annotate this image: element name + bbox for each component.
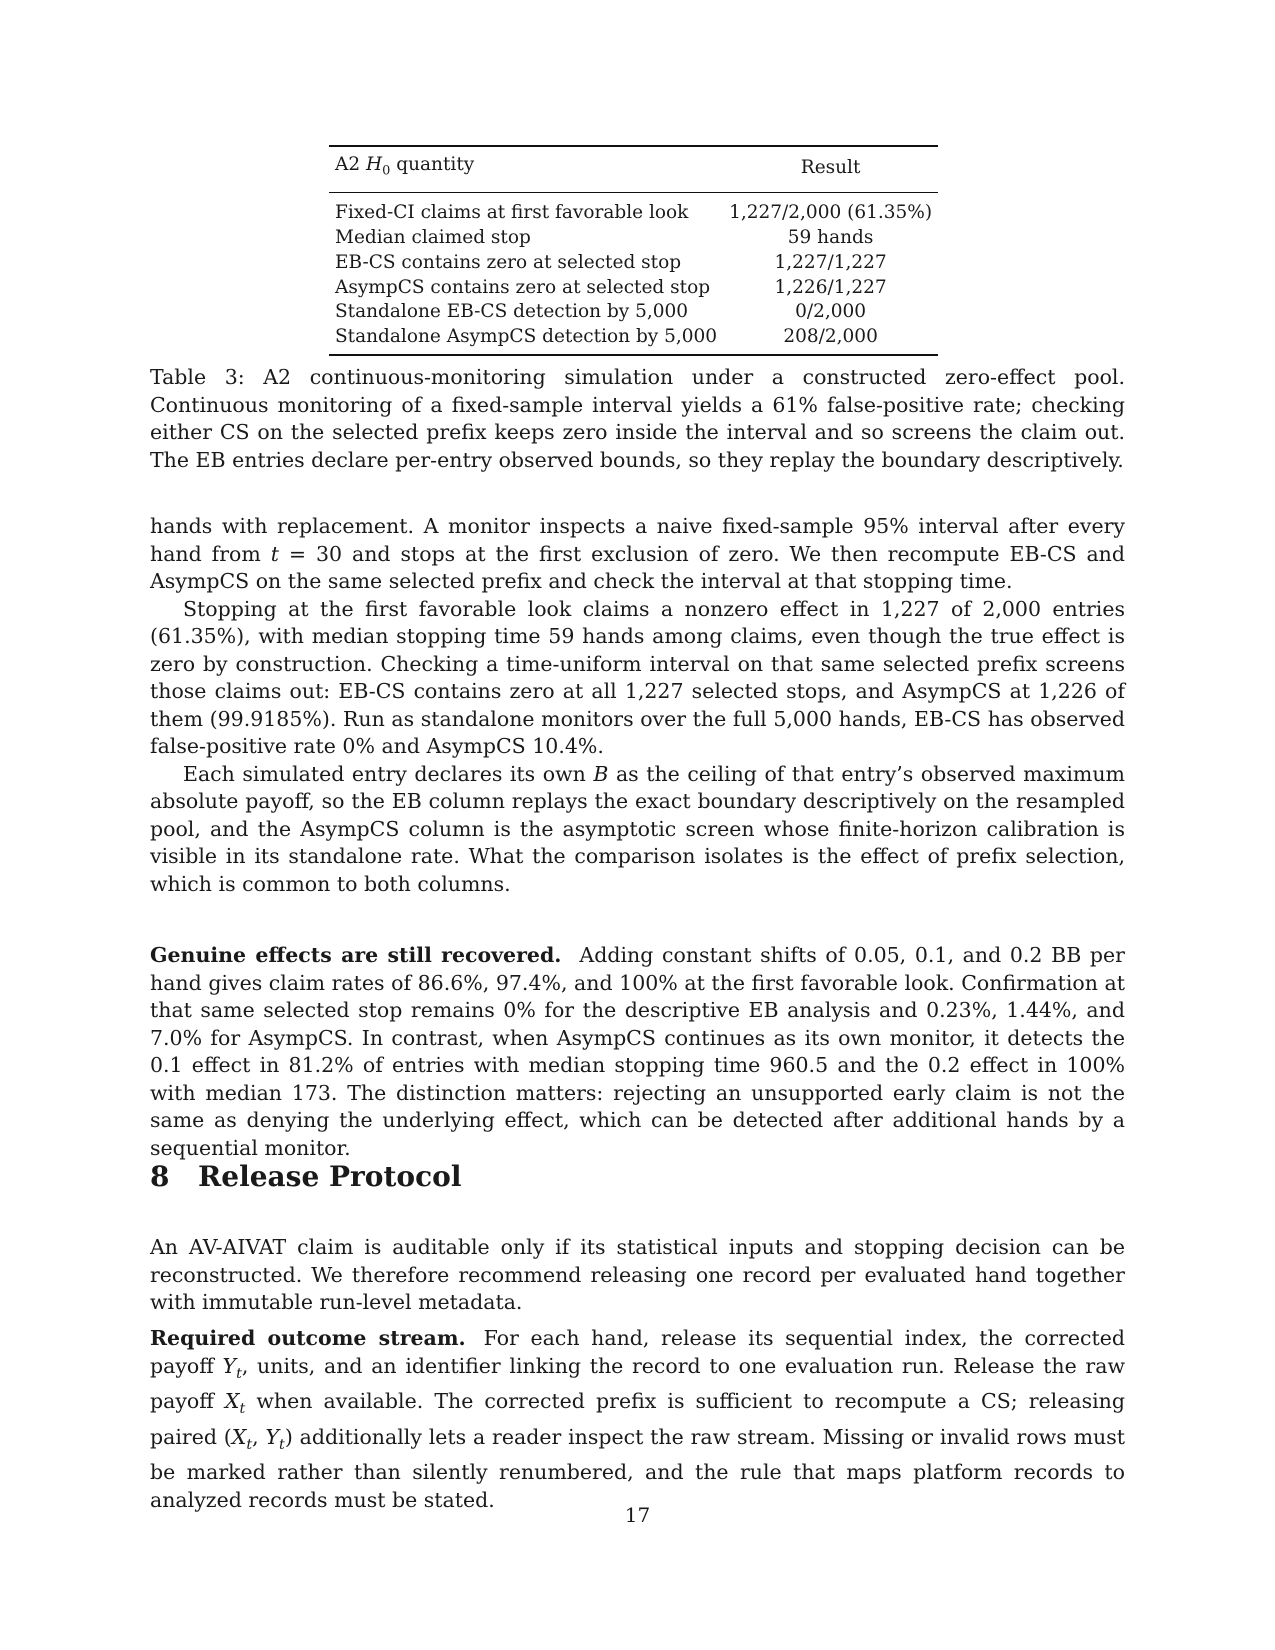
- table-row: [329, 251, 938, 276]
- table-cell-value: 208/2,000: [783, 325, 878, 347]
- paper-page: [150, 0, 1125, 1650]
- table-cell-value: 59 hands: [787, 227, 874, 249]
- paragraph-eb-column: Each simulated entry declares its own B as the ceiling of that entry’s observed maximum absolute payoff, so the EB column replays the exact boundary descriptively on the resampled pool, and the AsympCS column is the asymptotic screen whose finite-horizon calibration is visible in its standalone rate. What the comparison isolates is the effect of prefix selection, which is common to both columns.: [150, 761, 1125, 896]
- paragraph-genuine-effects: Genuine effects are still recovered. Adding constant shifts of 0.05, 0.1, and 0.2 BB per hand gives claim rates of 86.6%, 97.4%, and 100% at the first favorable look. Confirmation at that same selected stop remains 0% for the descriptive EB analysis and 0.23%, 1.44%, and 7.0% for AsympCS. In contrast, when AsympCS continues as its own monitor, it detects the 0.1 effect in 81.2% of entries with median stopping time 960.5 and the 0.2 effect in 100% with median 173. The distinction matters: rejecting an unsupported early claim is not the same as denying the underlying effect, which can be detected after additional hands by a sequential monitor.: [150, 943, 1125, 1160]
- table-cell-label: AsympCS contains zero at selected stop: [335, 276, 711, 298]
- table-cell-label: EB-CS contains zero at selected stop: [335, 251, 682, 273]
- table-row: [329, 193, 938, 226]
- table-cell-value: 1,227/2,000 (61.35%): [729, 202, 933, 224]
- table-cell-value: 0/2,000: [795, 301, 867, 323]
- paragraph-claims: Stopping at the first favorable look claims a nonzero effect in 1,227 of 2,000 entries (61.35%), with median stopping time 59 hands among claims, even though the true effect is zero by construction. Checking a time-uniform interval on that same selected prefix screens those claims out: EB-CS contains zero at all 1,227 selected stops, and AsympCS at 1,226 of them (99.9185%). Run as standalone monitors over the full 5,000 hands, EB-CS has observed false-positive rate 0% and AsympCS 10.4%.: [150, 596, 1125, 758]
- table-cell-label: Median claimed stop: [335, 227, 531, 249]
- table-cell-value: 1,226/1,227: [774, 276, 887, 298]
- run-in-heading: Required outcome stream.: [150, 1326, 466, 1350]
- table-cell-value: 1,227/1,227: [774, 251, 887, 273]
- paragraph-release-intro: An AV-AIVAT claim is auditable only if its statistical inputs and stopping decision can be reconstructed. We therefore recommend releasing one record per evaluated hand together with immutable run-level metadata.: [150, 1235, 1125, 1314]
- body-block-outcome-stream: [150, 1325, 1125, 1514]
- table-cell-label: Standalone AsympCS detection by 5,000: [335, 325, 718, 347]
- table-cell-label: Fixed-CI claims at first favorable look: [335, 202, 689, 224]
- table-row: [329, 276, 938, 301]
- body-block-release-intro: [150, 1234, 1125, 1317]
- table-cell-label: Standalone EB-CS detection by 5,000: [335, 301, 689, 323]
- body-block-genuine-effects: [150, 942, 1125, 1162]
- results-table-container: [329, 145, 933, 356]
- section-heading: [150, 1160, 461, 1193]
- body-block-simulation: [150, 513, 1125, 898]
- table-caption: Table 3: A2 continuous-monitoring simulation under a constructed zero-effect pool. Continuous monitoring of a fixed-sample interval yields a 61% false-positive rate; checking either CS on the selected prefix keeps zero inside the interval and so screens the claim out. The EB entries declare per-entry observed bounds, so they replay the boundary descriptively.: [150, 365, 1125, 472]
- paragraph-outcome-stream: Required outcome stream. For each hand, release its sequential index, the corrected payoff $Y_t$, units, and an identifier linking the record to one evaluation run. Release the raw payoff $X_t$ when available. The corrected prefix is sufficient to recompute a CS; releasing paired ($X_t$, $Y_t$) additionally lets a reader inspect the raw stream. Missing or invalid rows must be marked rather than silently renumbered, and the rule that maps platform records to analyzed records must be stated.: [150, 1326, 1125, 1512]
- table-row: [329, 226, 938, 251]
- section-title: Release Protocol: [198, 1160, 462, 1193]
- section-number: 8: [150, 1160, 170, 1193]
- table-header-quantity: A2 $H_0$ quantity: [335, 154, 475, 179]
- page-number: 17: [624, 1503, 651, 1527]
- results-table: [329, 145, 938, 356]
- paragraph-continuation: hands with replacement. A monitor inspects a naive fixed-sample 95% interval after every hand from t = 30 and stops at the first exclusion of zero. We then recompute EB-CS and AsympCS on the same selected prefix and check the interval at that stopping time.: [150, 514, 1126, 593]
- table-header-row: [329, 146, 938, 193]
- table-row: [329, 325, 938, 355]
- table-header-result: Result: [800, 157, 861, 179]
- table-row: [329, 300, 938, 325]
- run-in-heading: Genuine effects are still recovered.: [150, 943, 562, 967]
